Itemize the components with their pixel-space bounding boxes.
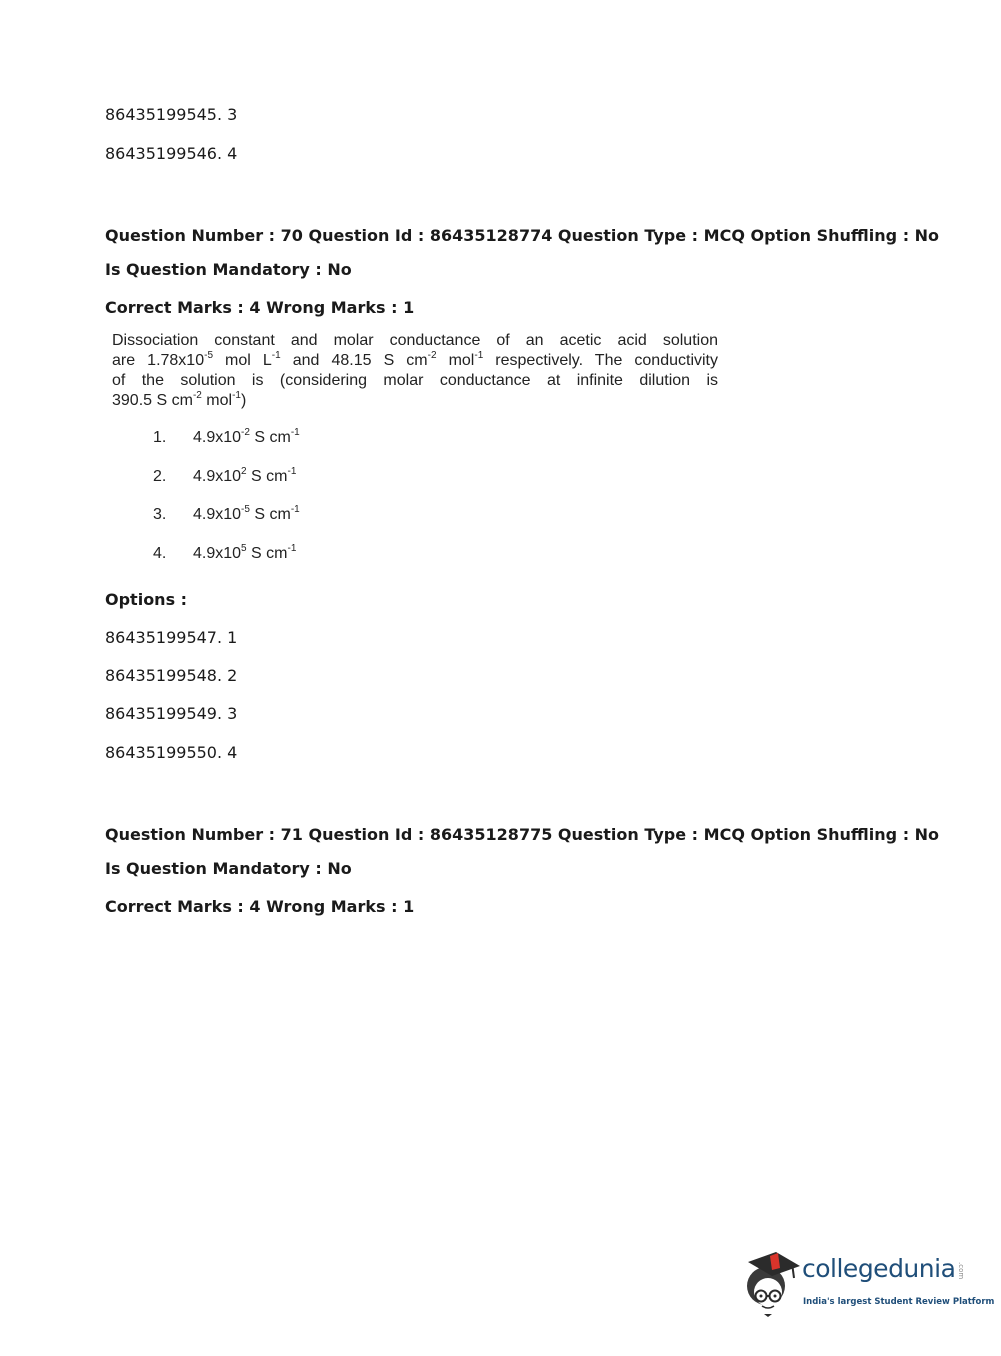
- option-line: 86435199550. 4: [105, 743, 238, 762]
- superscript: 2: [241, 466, 247, 477]
- question-text-part: are 1.78x10: [112, 352, 205, 369]
- choice-unit: S cm: [246, 468, 288, 485]
- choice-base: 4.9x10: [193, 429, 242, 446]
- collegedunia-logo: [742, 1248, 995, 1320]
- question-header: Question Number : 71 Question Id : 86435128775 Question Type : MCQ Option Shuffling : No: [105, 825, 940, 844]
- question-text-part: and 48.15 S cm: [280, 352, 428, 369]
- choice-number: 3.: [153, 506, 167, 523]
- question-text-part: mol: [436, 352, 475, 369]
- question-text: [112, 331, 718, 411]
- superscript: -5: [204, 350, 214, 361]
- logo-suffix: .com: [957, 1262, 965, 1280]
- question-line-3: [112, 371, 718, 391]
- choice-value: [193, 506, 300, 524]
- choice-unit: S cm: [249, 429, 291, 446]
- choice-value: [193, 545, 296, 563]
- marks-line: Correct Marks : 4 Wrong Marks : 1: [105, 298, 415, 317]
- superscript: 5: [241, 543, 247, 554]
- superscript: -1: [290, 427, 300, 438]
- question-line-2: [112, 351, 718, 371]
- superscript: -2: [241, 427, 250, 438]
- option-line: 86435199546. 4: [105, 144, 238, 163]
- question-text-part: Dissociation constant and molar conductance of an acetic acid solution: [112, 332, 718, 349]
- choice-base: 4.9x10: [193, 468, 242, 485]
- choice-number: 1.: [153, 429, 167, 446]
- superscript: -1: [474, 350, 484, 361]
- mandatory-line: Is Question Mandatory : No: [105, 859, 352, 878]
- superscript: -2: [427, 350, 437, 361]
- choice-number: 2.: [153, 468, 167, 485]
- question-header: Question Number : 70 Question Id : 86435128774 Question Type : MCQ Option Shuffling : No: [105, 226, 940, 245]
- question-text-part: of the solution is (considering molar conductance at infinite dilution is: [112, 372, 718, 389]
- question-text-part: mol: [201, 392, 233, 409]
- option-line: 86435199549. 3: [105, 704, 238, 723]
- choice-unit: S cm: [246, 545, 288, 562]
- superscript: -1: [287, 543, 297, 554]
- superscript: -1: [290, 504, 300, 515]
- question-text-part: 390.5 S cm: [112, 392, 193, 409]
- option-line: 86435199545. 3: [105, 105, 238, 124]
- superscript: -1: [271, 350, 281, 361]
- superscript: -5: [241, 504, 250, 515]
- choice-value: [193, 429, 300, 447]
- superscript: -1: [232, 390, 241, 401]
- choice-value: [193, 468, 296, 486]
- superscript: -2: [192, 390, 202, 401]
- choice-base: 4.9x10: [193, 545, 242, 562]
- choice-base: 4.9x10: [193, 506, 242, 523]
- question-text-part: mol L: [213, 352, 272, 369]
- superscript: -1: [287, 466, 297, 477]
- option-line: 86435199547. 1: [105, 628, 238, 647]
- mandatory-line: Is Question Mandatory : No: [105, 260, 352, 279]
- mascot-icon: [742, 1248, 802, 1320]
- logo-wordmark: collegedunia: [802, 1254, 956, 1283]
- choice-number: 4.: [153, 545, 167, 562]
- question-text-part: ): [240, 392, 247, 409]
- options-label: Options :: [105, 590, 188, 609]
- marks-line: Correct Marks : 4 Wrong Marks : 1: [105, 897, 415, 916]
- option-line: 86435199548. 2: [105, 666, 238, 685]
- question-text-part: respectively. The conductivity: [483, 352, 719, 369]
- logo-tagline: India's largest Student Review Platform: [803, 1297, 995, 1307]
- question-line-4: [112, 391, 718, 411]
- question-line-1: [112, 331, 718, 351]
- choice-unit: S cm: [249, 506, 291, 523]
